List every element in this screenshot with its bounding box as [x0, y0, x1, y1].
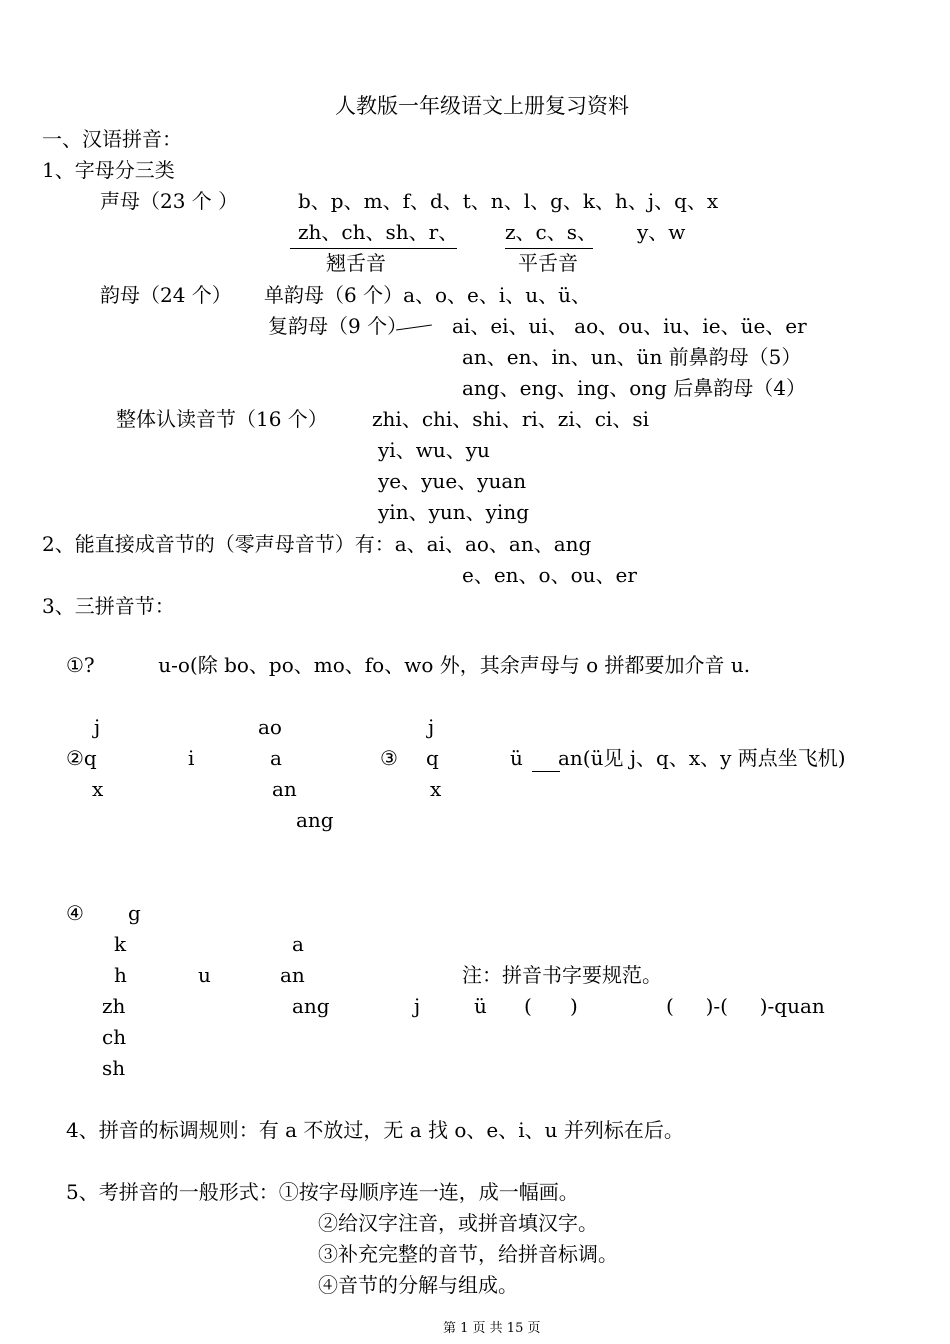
shengmu-flat: z、c、s、 [505, 220, 598, 244]
case-3-u: ü [510, 746, 523, 770]
item-4-tone-rule: 4、拼音的标调规则：有 a 不放过，无 a 找 o、e、i、u 并列标在后。 [66, 1118, 684, 1142]
case-4-g: g [128, 901, 141, 925]
writing-note: 注：拼音书字要规范。 [462, 963, 662, 987]
retroflex-underline [290, 248, 457, 249]
shengmu-retroflex: zh、ch、sh、r、 [298, 220, 459, 244]
case-4-an: an [280, 963, 305, 987]
shengmu-row-1: b、p、m、f、d、t、n、l、g、k、h、j、q、x [298, 189, 719, 213]
case-4-a: a [292, 932, 304, 956]
single-yunmu: 单韵母（6 个）a、o、e、i、u、ü、 [264, 283, 592, 307]
flat-label: 平舌音 [518, 251, 578, 275]
item-2-row-2: e、en、o、ou、er [462, 563, 637, 587]
case-2-x: x [92, 777, 104, 801]
section-heading-pinyin: 一、汉语拼音： [42, 127, 182, 151]
item-1-heading: 1、字母分三类 [42, 158, 175, 182]
whole-syllable-row-1: zhi、chi、shi、ri、zi、ci、si [372, 407, 649, 431]
exercise-u: ü [474, 994, 487, 1018]
yunmu-label: 韵母（24 个） [100, 283, 232, 307]
case-4-sh: sh [102, 1056, 126, 1080]
case-1: ①? u-o(除 bo、po、mo、fo、wo 外，其余声母与 o 拼都要加介音 u. [66, 653, 751, 677]
back-nasal-yunmu: ang、eng、ing、ong 后鼻韵母（4） [462, 376, 807, 400]
case-3-x: x [430, 777, 442, 801]
page-title: 人教版一年级语文上册复习资料 [335, 94, 629, 118]
case-4-mark: ④ [66, 901, 84, 925]
case-2-q: ②q [66, 746, 97, 770]
front-nasal-yunmu: an、en、in、un、ün 前鼻韵母（5） [462, 345, 802, 369]
compound-yunmu-label: 复韵母（9 个） [268, 314, 408, 338]
item-5-form-3: ③补充完整的音节，给拼音标调。 [318, 1242, 618, 1266]
case-4-k: k [114, 932, 127, 956]
item-5-heading: 5、考拼音的一般形式：①按字母顺序连一连，成一幅画。 [66, 1180, 579, 1204]
case-4-ch: ch [102, 1025, 127, 1049]
case-3-blank [532, 771, 560, 772]
case-4-ang: ang [292, 994, 330, 1018]
exercise-blank-2: ( )-( )-quan [666, 994, 825, 1018]
case-3-mark: ③ [380, 746, 398, 770]
whole-syllable-row-4: yin、yun、ying [378, 500, 530, 524]
page-footer: 第 1 页 共 15 页 [443, 1321, 541, 1336]
case-4-h: h [114, 963, 127, 987]
case-3-j: j [428, 715, 435, 739]
shengmu-label: 声母（23 个 ） [100, 189, 239, 213]
case-4-zh: zh [102, 994, 126, 1018]
whole-syllable-label: 整体认读音节（16 个） [116, 407, 328, 431]
case-3-an: an(ü见 j、q、x、y 两点坐飞机) [558, 746, 846, 770]
whole-syllable-row-3: ye、yue、yuan [378, 469, 527, 493]
case-2-i: i [188, 746, 195, 770]
item-5-form-4: ④音节的分解与组成。 [318, 1273, 518, 1297]
case-3-q: q [426, 746, 439, 770]
exercise-blank-1: ( ) [524, 994, 578, 1018]
case-2-ao: ao [258, 715, 282, 739]
exercise-j: j [414, 994, 421, 1018]
case-2-an: an [272, 777, 297, 801]
flat-underline [505, 248, 593, 249]
retroflex-label: 翘舌音 [326, 251, 386, 275]
item-2-heading: 2、能直接成音节的（零声母音节）有：a、ai、ao、an、ang [42, 532, 592, 556]
case-4-u: u [198, 963, 211, 987]
shengmu-yw: y、w [637, 220, 686, 244]
item-3-heading: 3、三拼音节： [42, 594, 175, 618]
item-5-form-2: ②给汉字注音，或拼音填汉字。 [318, 1211, 598, 1235]
case-2-a: a [270, 746, 282, 770]
case-2-j: j [94, 715, 101, 739]
whole-syllable-row-2: yi、wu、yu [378, 438, 490, 462]
compound-yunmu: ai、ei、ui、 ao、ou、iu、ie、üe、er [452, 314, 807, 338]
case-2-ang: ang [296, 808, 334, 832]
